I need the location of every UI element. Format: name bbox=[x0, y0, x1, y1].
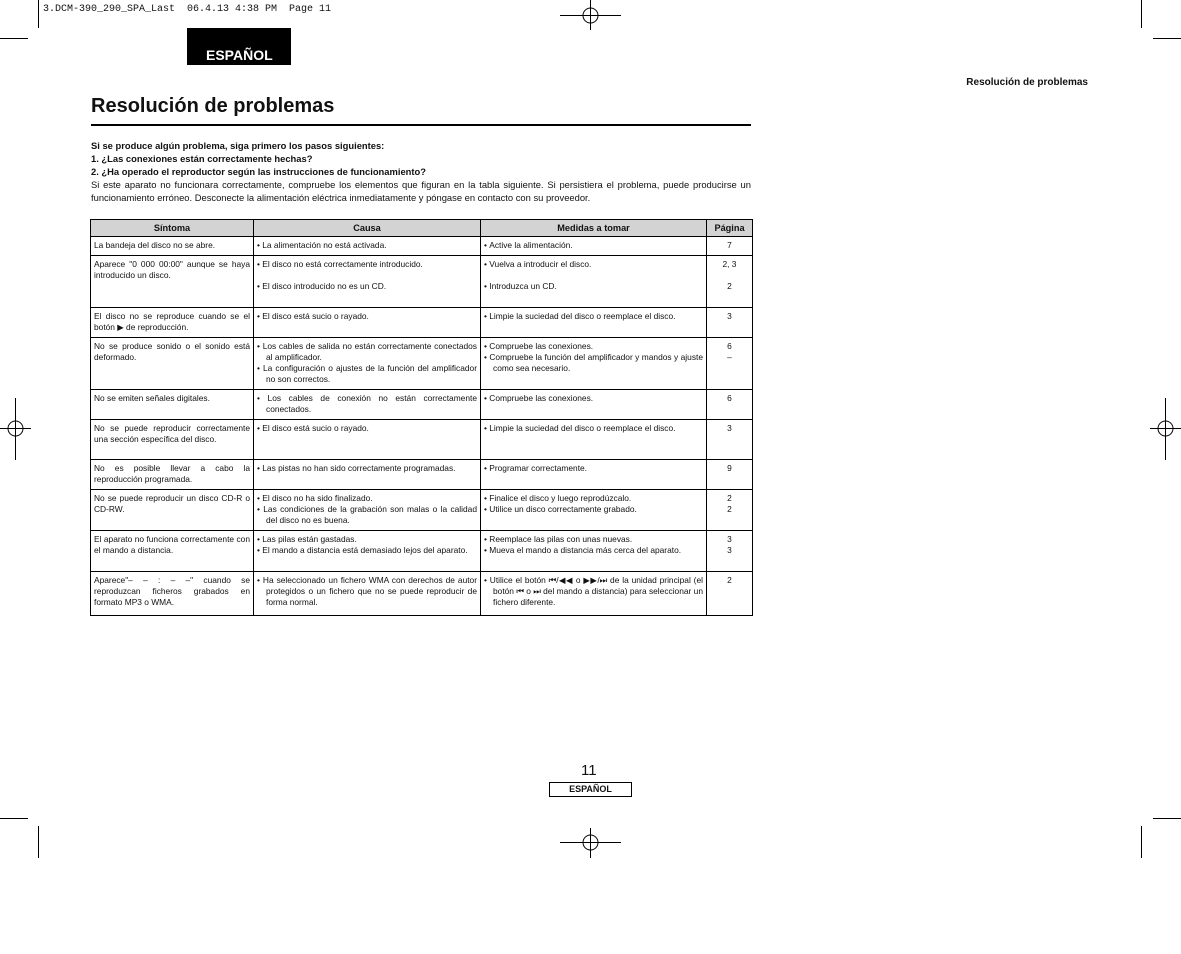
measure-cell bbox=[481, 460, 707, 490]
measure-item: • Limpie la suciedad del disco o reemplace el disco. bbox=[484, 311, 703, 322]
header-page: Página bbox=[707, 220, 753, 237]
cause-cell bbox=[254, 338, 481, 390]
print-slug: 3.DCM-390_290_SPA_Last 06.4.13 4:38 PM Page 11 bbox=[43, 4, 332, 15]
registration-mark-bottom bbox=[560, 828, 621, 858]
registration-mark-top bbox=[560, 0, 621, 30]
symptom-cell: No se produce sonido o el sonido está deformado. bbox=[91, 338, 254, 390]
page-cell bbox=[707, 308, 753, 338]
running-head: Resolución de problemas bbox=[966, 77, 1088, 88]
title-rule bbox=[91, 124, 751, 126]
symptom-cell: Aparece "0 000 00:00" aunque se haya introducido un disco. bbox=[91, 256, 254, 308]
measure-item: • Reemplace las pilas con unas nuevas. bbox=[484, 534, 703, 545]
registration-mark-right bbox=[1150, 398, 1181, 460]
cause-item: • Los cables de conexión no están correctamente conectados. bbox=[257, 393, 477, 415]
page-ref: 2 bbox=[727, 493, 732, 503]
measure-item: • Active la alimentación. bbox=[484, 240, 703, 251]
cause-item: • El disco está sucio o rayado. bbox=[257, 423, 477, 434]
cause-item: • Los cables de salida no están correctamente conectados al amplificador. bbox=[257, 341, 477, 363]
measure-item: • Utilice el botón ⏮/◀◀ o ▶▶/⏭ de la unidad principal (el botón ⏮ o ⏭ del mando a distancia) para seleccionar un fichero diferente. bbox=[484, 575, 703, 608]
measure-item: • Compruebe las conexiones. bbox=[484, 341, 703, 352]
symptom-cell: Aparece"– – : – –" cuando se reproduzcan ficheros grabados en formato MP3 o WMA. bbox=[91, 572, 254, 616]
measure-item: • Programar correctamente. bbox=[484, 463, 703, 474]
page-cell bbox=[707, 390, 753, 420]
table-row bbox=[91, 460, 753, 490]
header-measures: Medidas a tomar bbox=[481, 220, 707, 237]
measure-cell bbox=[481, 420, 707, 460]
page-ref: 7 bbox=[727, 240, 732, 250]
page-ref: 9 bbox=[727, 463, 732, 473]
page-ref: 3 bbox=[727, 423, 732, 433]
measure-item: • Finalice el disco y luego reprodúzcalo. bbox=[484, 493, 703, 504]
page-ref: 2 bbox=[727, 575, 732, 585]
cause-item: • Las pistas no han sido correctamente programadas. bbox=[257, 463, 477, 474]
page-ref: 6 bbox=[727, 393, 732, 403]
measure-cell bbox=[481, 390, 707, 420]
page-title: Resolución de problemas bbox=[91, 95, 335, 117]
table-row bbox=[91, 237, 753, 256]
cause-cell bbox=[254, 490, 481, 531]
measure-item: • Introduzca un CD. bbox=[484, 281, 703, 292]
page-ref: 3 bbox=[727, 545, 732, 555]
page-ref: 3 bbox=[727, 534, 732, 544]
symptom-cell: El disco no se reproduce cuando se el botón ▶ de reproducción. bbox=[91, 308, 254, 338]
table-row bbox=[91, 420, 753, 460]
cause-item: • El disco está sucio o rayado. bbox=[257, 311, 477, 322]
measure-item: • Compruebe la función del amplificador y mandos y ajuste como sea necesario. bbox=[484, 352, 703, 374]
page-ref: 3 bbox=[727, 311, 732, 321]
cause-cell bbox=[254, 237, 481, 256]
intro-step-2: 2. ¿Ha operado el reproductor según las instrucciones de funcionamiento? bbox=[91, 166, 426, 177]
table-row bbox=[91, 390, 753, 420]
measure-cell bbox=[481, 531, 707, 572]
symptom-cell: No se emiten señales digitales. bbox=[91, 390, 254, 420]
table-row bbox=[91, 308, 753, 338]
page-ref: 6 bbox=[727, 341, 732, 351]
cause-cell bbox=[254, 420, 481, 460]
measure-cell bbox=[481, 256, 707, 308]
measure-cell bbox=[481, 490, 707, 531]
measure-cell bbox=[481, 338, 707, 390]
registration-mark-left bbox=[0, 398, 31, 460]
table-row bbox=[91, 338, 753, 390]
intro-step-1: 1. ¿Las conexiones están correctamente hechas? bbox=[91, 153, 313, 164]
measure-cell bbox=[481, 237, 707, 256]
page-number: 11 bbox=[581, 762, 597, 779]
page-cell bbox=[707, 420, 753, 460]
footer-language-label: ESPAÑOL bbox=[549, 782, 632, 797]
cause-cell bbox=[254, 256, 481, 308]
cause-item: • El disco no ha sido finalizado. bbox=[257, 493, 477, 504]
cause-item: • Ha seleccionado un fichero WMA con derechos de autor protegidos o un fichero que no se puede reproducir de forma normal. bbox=[257, 575, 477, 608]
cause-cell bbox=[254, 308, 481, 338]
page-ref: 2 bbox=[727, 504, 732, 514]
table-row bbox=[91, 490, 753, 531]
header-cause: Causa bbox=[254, 220, 481, 237]
page-cell bbox=[707, 460, 753, 490]
cause-cell bbox=[254, 531, 481, 572]
measure-item: • Limpie la suciedad del disco o reemplace el disco. bbox=[484, 423, 703, 434]
measure-cell bbox=[481, 308, 707, 338]
cause-cell bbox=[254, 460, 481, 490]
measure-item: • Vuelva a introducir el disco. bbox=[484, 259, 703, 270]
cause-item: • La alimentación no está activada. bbox=[257, 240, 477, 251]
symptom-cell: No se puede reproducir un disco CD-R o CD-RW. bbox=[91, 490, 254, 531]
page-ref: 2 bbox=[727, 281, 732, 291]
cause-item: • El disco no está correctamente introducido. bbox=[257, 259, 477, 270]
cause-item: • Las condiciones de la grabación son malas o la calidad del disco no es buena. bbox=[257, 504, 477, 526]
cause-cell bbox=[254, 390, 481, 420]
table-row bbox=[91, 531, 753, 572]
page-cell bbox=[707, 338, 753, 390]
cause-item: • El disco introducido no es un CD. bbox=[257, 281, 477, 292]
page-ref: – bbox=[727, 352, 732, 362]
page-cell bbox=[707, 490, 753, 531]
intro-block bbox=[91, 139, 751, 204]
page-cell bbox=[707, 256, 753, 308]
table-row bbox=[91, 572, 753, 616]
cause-item: • El mando a distancia está demasiado lejos del aparato. bbox=[257, 545, 477, 556]
table-header-row bbox=[91, 220, 753, 237]
symptom-cell: No es posible llevar a cabo la reproducción programada. bbox=[91, 460, 254, 490]
troubleshooting-table bbox=[90, 219, 753, 616]
page-cell bbox=[707, 237, 753, 256]
header-symptom: Síntoma bbox=[91, 220, 254, 237]
measure-item: • Compruebe las conexiones. bbox=[484, 393, 703, 404]
cause-item: • Las pilas están gastadas. bbox=[257, 534, 477, 545]
measure-item: • Utilice un disco correctamente grabado. bbox=[484, 504, 703, 515]
cause-cell bbox=[254, 572, 481, 616]
cause-item: • La configuración o ajustes de la función del amplificador no son correctos. bbox=[257, 363, 477, 385]
page-cell bbox=[707, 572, 753, 616]
page-cell bbox=[707, 531, 753, 572]
intro-body: Si este aparato no funcionara correctamente, compruebe los elementos que figuran en la tabla siguiente. Si persistiera el problema, puede producirse un funcionamiento erróneo. Desconecte la alimentación eléctrica inmediatamente y póngase en contacto con su proveedor. bbox=[91, 179, 751, 203]
measure-cell bbox=[481, 572, 707, 616]
intro-lead: Si se produce algún problema, siga primero los pasos siguientes: bbox=[91, 140, 385, 151]
symptom-cell: El aparato no funciona correctamente con el mando a distancia. bbox=[91, 531, 254, 572]
symptom-cell: No se puede reproducir correctamente una sección específica del disco. bbox=[91, 420, 254, 460]
table-row bbox=[91, 256, 753, 308]
measure-item: • Mueva el mando a distancia más cerca del aparato. bbox=[484, 545, 703, 556]
page-ref: 2, 3 bbox=[722, 259, 737, 269]
symptom-cell: La bandeja del disco no se abre. bbox=[91, 237, 254, 256]
language-tab: ESPAÑOL bbox=[187, 28, 291, 65]
